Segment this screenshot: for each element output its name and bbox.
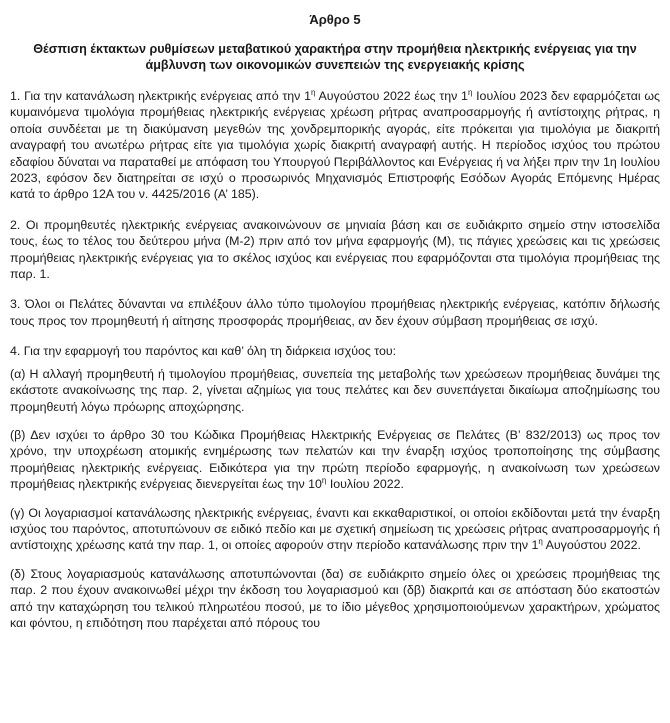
page-cutoff <box>0 717 670 723</box>
paragraph-4-item-a: (α) Η αλλαγή προμηθευτή ή τιμολογίου προμήθειας, συνεπεία της μεταβολής των χρεώσεων προμήθειας δυνάμει της εκάστοτε ανακοίνωσης της παρ. 2, γίνεται αζημίως για τους πελάτες και δεν συνεπάγεται δικαίωμα αποζημίωσης του προμηθευτή λόγω πρόωρης αποχώρησης. <box>10 366 660 414</box>
article-heading: Θέσπιση έκτακτων ρυθμίσεων μεταβατικού χαρακτήρα στην προμήθεια ηλεκτρικής ενέργειας για την άμβλυνση των οικονομικών συνεπειών της ενεργειακής κρίσης <box>33 42 637 72</box>
paragraph-2: 2. Οι προμηθευτές ηλεκτρικής ενέργειας ανακοινώνουν σε μηνιαία βάση και σε ευδιάκριτο σημείο στην ιστοσελίδα τους, έως το τέλος του δεύτερου μήνα (Μ-2) πριν από τον μήνα εφαρμογής (Μ), τις πάγιες χρεώσεις και τις χρεώσεις προμήθειας ηλεκτρικής ενέργειας για το σκέλος ισχύος και ενέργειας που εφαρμόζονται στα τιμολόγια προμήθειας της παρ. 1. <box>10 217 660 282</box>
paragraph-4-item-b: (β) Δεν ισχύει το άρθρο 30 του Κώδικα Προμήθειας Ηλεκτρικής Ενέργειας σε Πελάτες (Β’ 832/2013) ως προς τον χρόνο, την υποχρέωση ατομικής ενημέρωσης των πελατών και την έναρξη ισχύος τροποποίησης της σύμβασης προμήθειας ηλεκτρικής ενέργειας. Ειδικότερα για την πρώτη περίοδο εφαρμογής, η ανακοίνωση των χρεώσεων προμήθειας ηλεκτρικής ενέργειας διενεργείται έως την $10^\eta$ Ιουλίου 2022. <box>10 427 660 492</box>
paragraph-3: 3. Όλοι οι Πελάτες δύνανται να επιλέξουν άλλο τύπο τιμολογίου προμήθειας ηλεκτρικής ενέργειας, κατόπιν δήλωσής τους προς τον προμηθευτή ή αίτησης προσφοράς προμήθειας, αν δεν έχουν σύμβαση προμήθειας σε ισχύ. <box>10 297 660 328</box>
article-title: Άρθρο 5 <box>309 12 361 27</box>
paragraph-1: 1. Για την κατανάλωση ηλεκτρικής ενέργειας από την $1^\eta$ Αυγούστου 2022 έως την $1^\eta$ Ιουλίου 2023 δεν εφαρμόζεται ως κυμαινόμενα τιμολόγια προμήθειας ηλεκτρικής ενέργειας χρέωση ρήτρας αναπροσαρμογής ή αντίστοιχης ρήτρας, η οποία συνδέεται με τη διακύμανση μεγεθών της χονδρεμπορικής αγοράς, είτε πρόκειται για τιμολόγια με διακριτή αναγραφή του ανωτέρω ρήτρας είτε για τιμολόγια χωρίς διακριτή αναγραφή αυτής. Η περίοδος ισχύος του πρώτου εδαφίου δύναται να παραταθεί με απόφαση του Υπουργού Περιβάλλοντος και Ενέργειας ή να λήξει πριν την 1η Ιουλίου 2023, εφόσον δεν διατηρείται σε ισχύ ο προσωρινός Μηχανισμός Επιστροφής Εσόδων Αγοράς Επόμενης Ημέρας κατά το άρθρο 12Α του ν. 4425/2016 (Α’ 185). <box>10 87 661 202</box>
paragraph-4-item-c: (γ) Οι λογαριασμοί κατανάλωσης ηλεκτρικής ενέργειας, έναντι και εκκαθαριστικοί, οι οποίοι εκδίδονται μετά την έναρξη ισχύος του παρόντος, αποτυπώνουν σε ειδικό πεδίο και με σχετική σημείωση τις χρεώσεις ρήτρας αναπροσαρμογής ή αντίστοιχης χρέωσης κατά την παρ. 1, οι οποίες αφορούν στην περίοδο κατανάλωσης πριν την $1^\eta$ Αυγούστου 2022. <box>10 505 660 553</box>
paragraph-4-intro: 4. Για την εφαρμογή του παρόντος και καθ’ όλη τη διάρκεια ισχύος του: <box>10 344 397 359</box>
paragraph-4-item-d: (δ) Στους λογαριασμούς κατανάλωσης αποτυπώνονται (δα) σε ευδιάκριτο σημείο όλες οι χρεώσεις προμήθειας της παρ. 2 που έχουν ανακοινωθεί μέχρι την έκδοση του λογαριασμού και (δβ) διακριτά και σε απόσταση δύο εκατοστών από την καταχώρηση του τελικού πληρωτέου ποσού, με το ίδιο μέγεθος χρησιμοποιούμενων χαρακτήρων, χρώματος και φόντου, η επιδότηση που παρέχεται από πόρους του <box>10 566 660 630</box>
